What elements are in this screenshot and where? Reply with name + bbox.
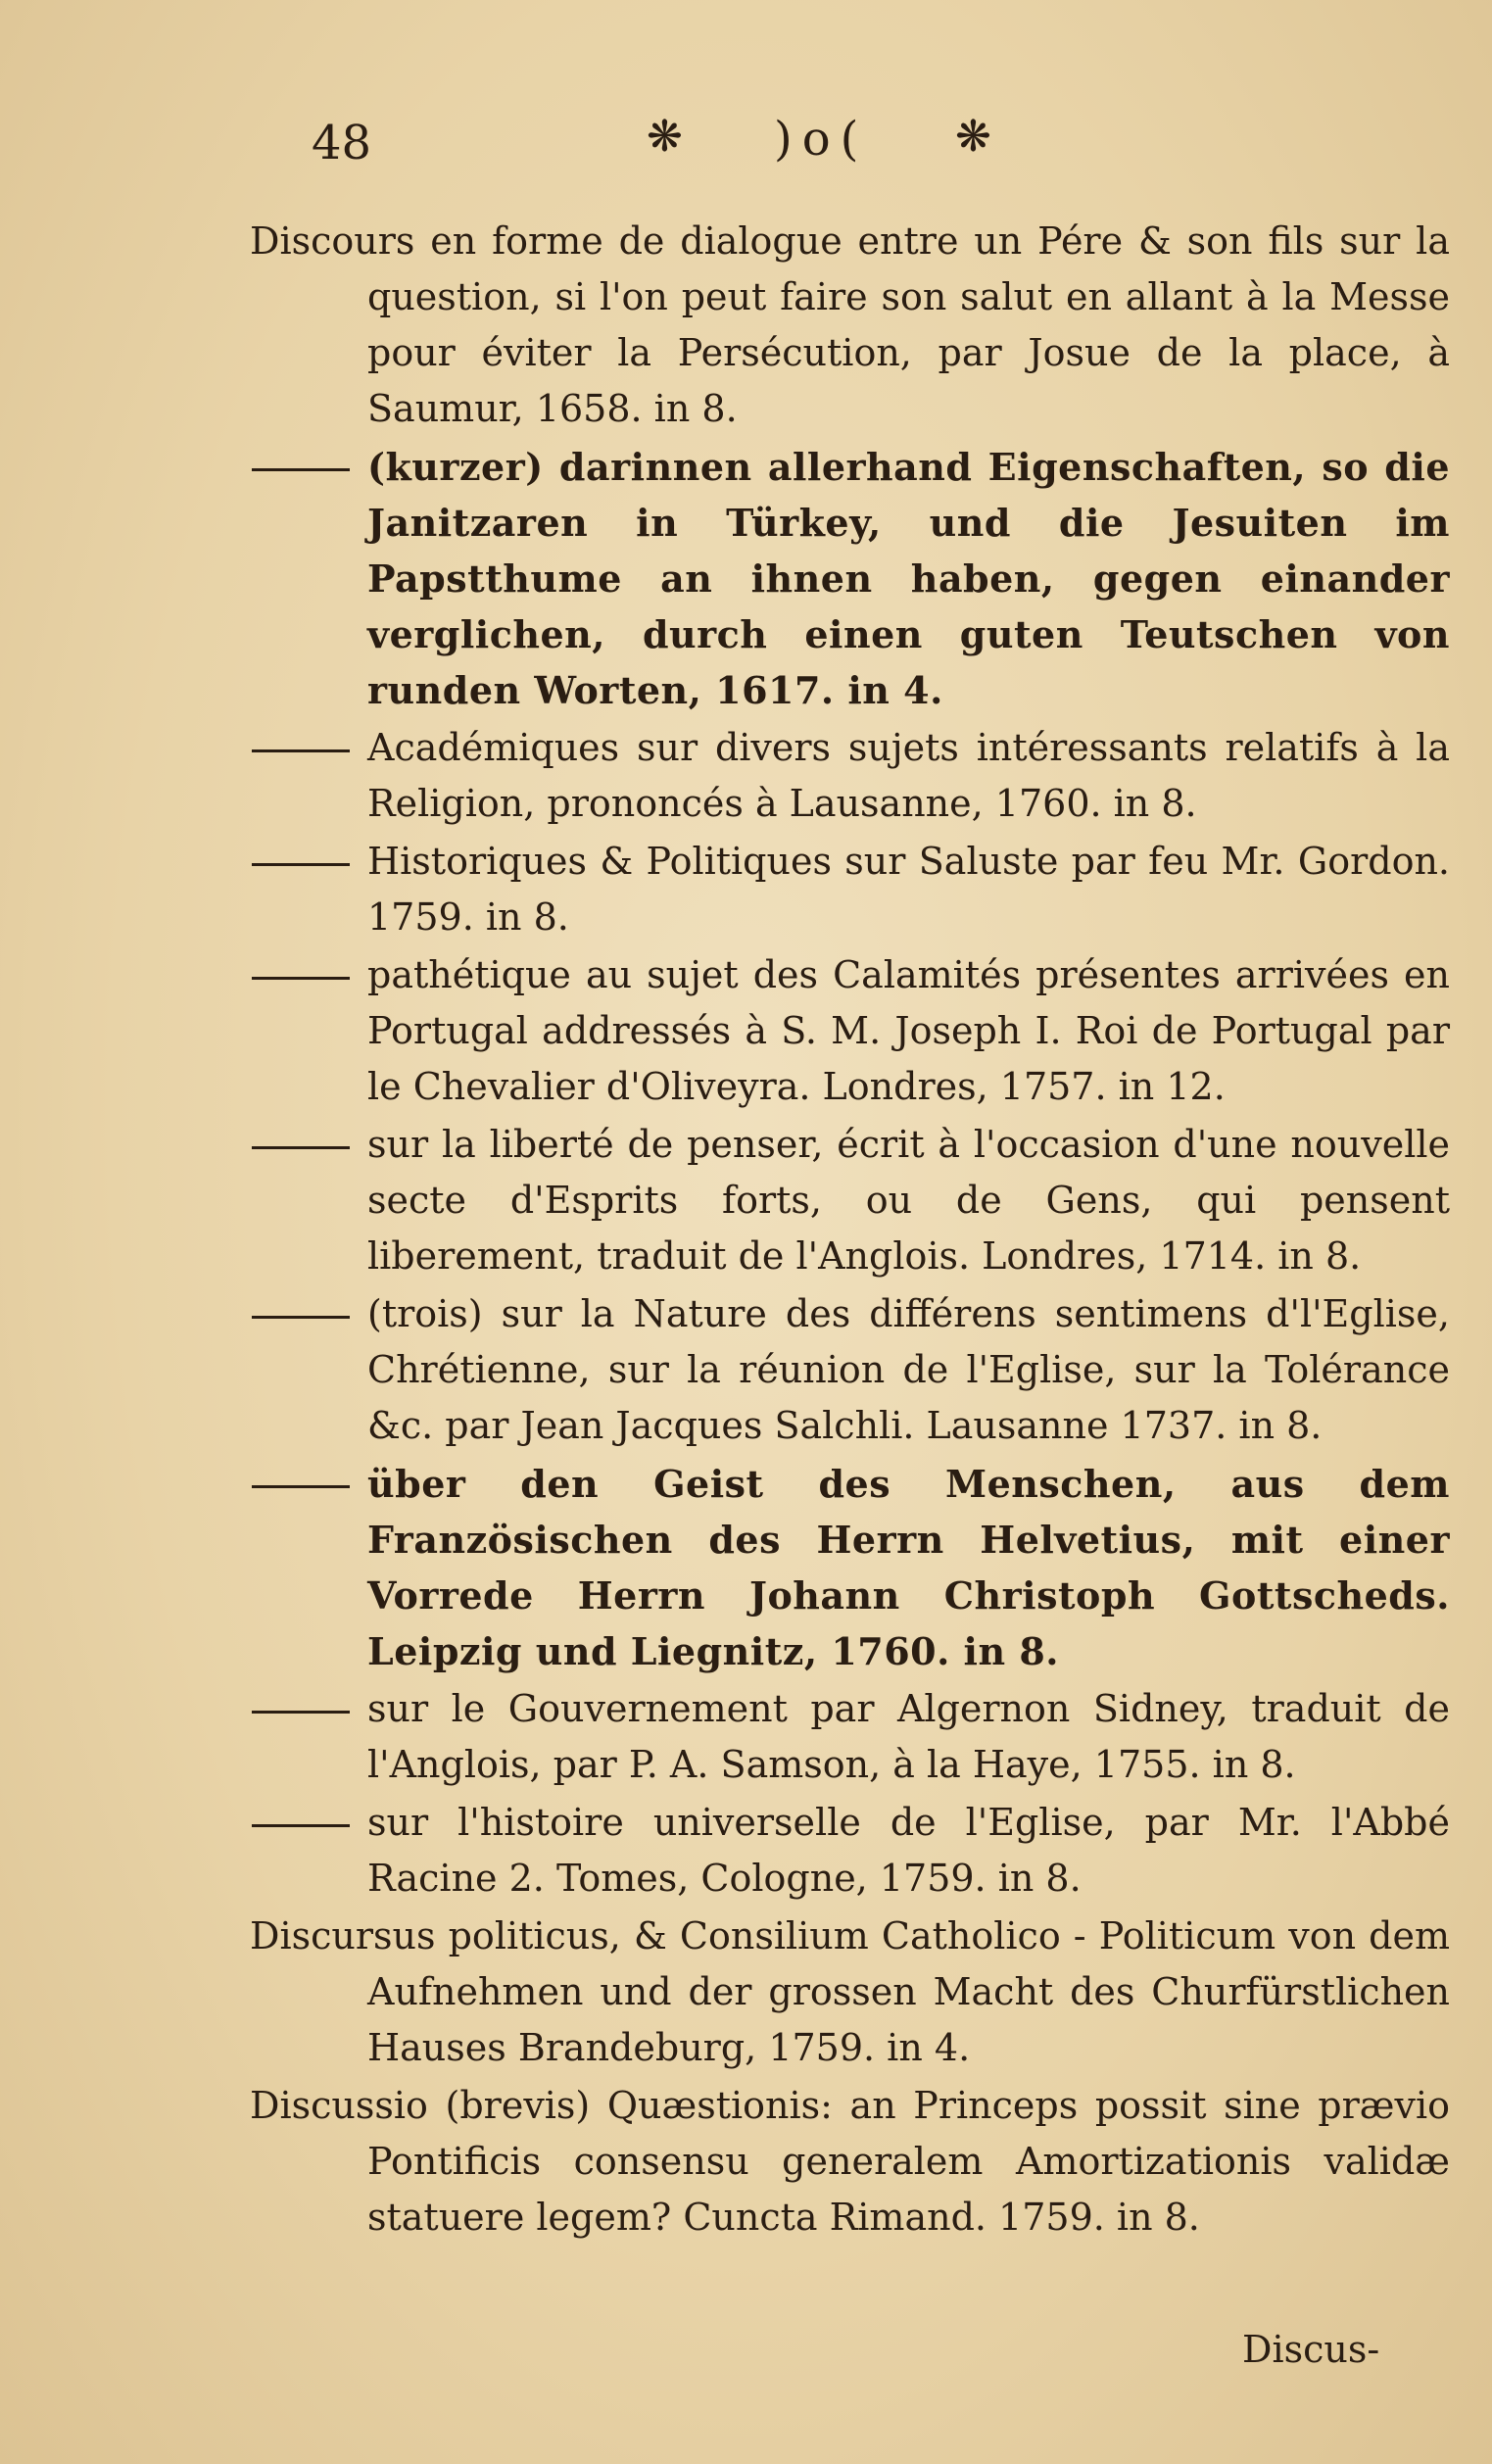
bibliography-list (250, 214, 1450, 2247)
bibliography-entry (250, 1908, 1450, 2076)
bibliography-entry (250, 834, 1450, 945)
entry-text: Historiques & Politiques sur Saluste par feu Mr. Gordon. 1759. in 8. (367, 840, 1450, 939)
bibliography-entry (250, 1286, 1450, 1454)
page-number: 48 (312, 116, 372, 170)
bibliography-entry (250, 439, 1450, 718)
ditto-dash (250, 834, 358, 890)
bibliography-entry (250, 2078, 1450, 2246)
header-mark: )o( (774, 112, 869, 167)
entry-text: Académiques sur divers sujets intéressants relatifs à la Religion, prononcés à Lausanne, 1760. in 8. (367, 726, 1450, 825)
entry-text: pathétique au sujet des Calamités présentes arrivées en Portugal addressés à S. M. Joseph I. Roi de Portugal par le Chevalier d'Oliveyra. Londres, 1757. in 12. (367, 953, 1450, 1108)
entry-text: (kurzer) darinnen allerhand Eigenschaften, so die Janitzaren in Türkey, und die Jesuiten im Papstthume an ihnen haben, gegen einander verglichen, durch einen guten Teutschen von runden Worten, 1617. in 4. (367, 445, 1450, 712)
ditto-dash (250, 1795, 358, 1851)
entry-text: Discours en forme de dialogue entre un Pére & son fils sur la question, si l'on peut faire son salut en allant à la Messe pour éviter la Persécution, par Josue de la place, à Saumur, 1658. in 8. (250, 219, 1450, 430)
ditto-dash (250, 439, 358, 495)
bibliography-entry (250, 1456, 1450, 1679)
entry-text: (trois) sur la Nature des différens sentimens d'l'Eglise, Chrétienne, sur la réunion de l'Eglise, sur la Tolérance &c. par Jean Jacques Salchli. Lausanne 1737. in 8. (367, 1292, 1450, 1447)
bibliography-entry (250, 1681, 1450, 1793)
ditto-dash (250, 1681, 358, 1737)
entry-text: sur l'histoire universelle de l'Eglise, par Mr. l'Abbé Racine 2. Tomes, Cologne, 1759. in 8. (367, 1801, 1450, 1900)
bibliography-entry (250, 947, 1450, 1115)
ditto-dash (250, 1117, 358, 1173)
ditto-dash (250, 1286, 358, 1342)
ditto-dash (250, 720, 358, 776)
entry-text: Discussio (brevis) Quæstionis: an Princeps possit sine prævio Pontificis consensu generalem Amortizationis validæ statuere legem? Cuncta Rimand. 1759. in 8. (250, 2084, 1450, 2239)
page-header (0, 106, 1492, 184)
bibliography-entry (250, 720, 1450, 832)
entry-text: über den Geist des Menschen, aus dem Französischen des Herrn Helvetius, mit einer Vorrede Herrn Johann Christoph Gottscheds. Leipzig und Liegnitz, 1760. in 8. (367, 1462, 1450, 1673)
star-ornament-icon: ❋ (647, 112, 683, 162)
star-ornament-icon: ❋ (955, 112, 991, 162)
entry-text: sur le Gouvernement par Algernon Sidney, traduit de l'Anglois, par P. A. Samson, à la Haye, 1755. in 8. (367, 1687, 1450, 1786)
bibliography-entry (250, 214, 1450, 437)
entry-text: Discursus politicus, & Consilium Catholico - Politicum von dem Aufnehmen und der grossen Macht des Churfürstlichen Hauses Brandeburg, 1759. in 4. (250, 1914, 1450, 2069)
ditto-dash (250, 1456, 358, 1512)
entry-text: sur la liberté de penser, écrit à l'occasion d'une nouvelle secte d'Esprits forts, ou de Gens, qui pensent liberement, traduit de l'Anglois. Londres, 1714. in 8. (367, 1123, 1450, 1278)
bibliography-entry (250, 1117, 1450, 1284)
ditto-dash (250, 947, 358, 1003)
catchword: Discus- (1242, 2328, 1380, 2371)
bibliography-entry (250, 1795, 1450, 1907)
